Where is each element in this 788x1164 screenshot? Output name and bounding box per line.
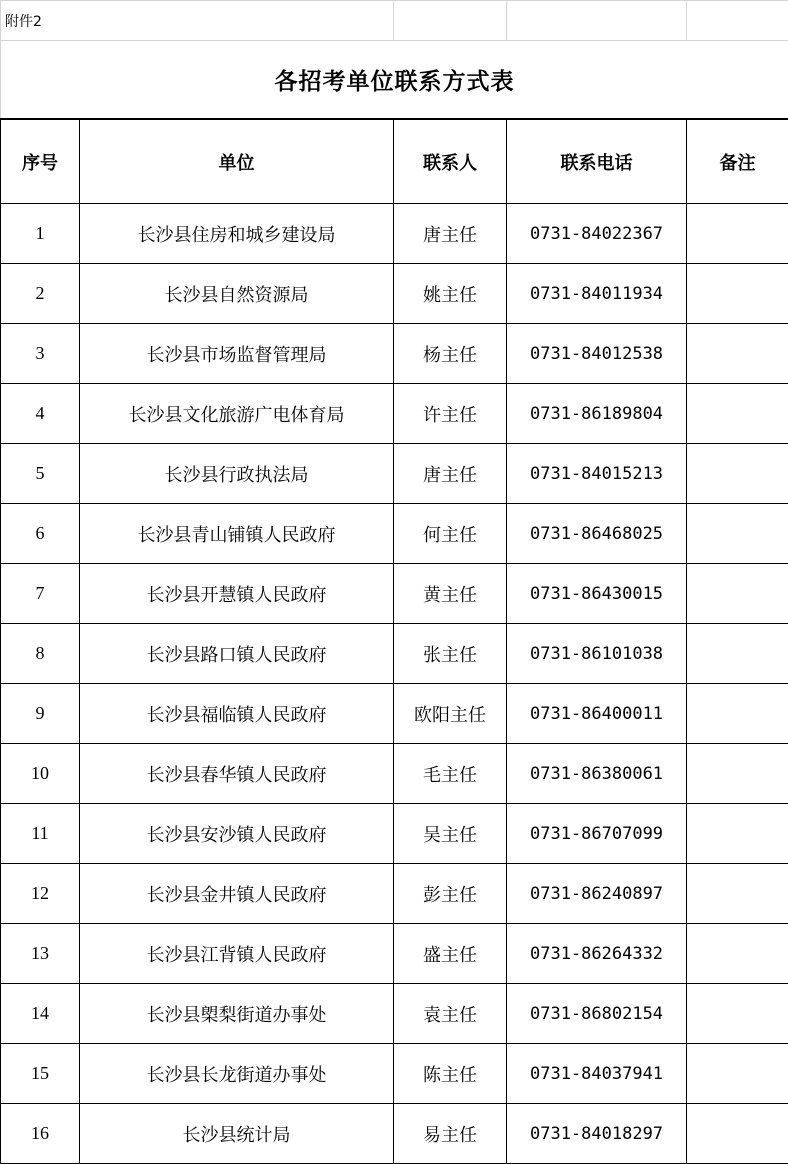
table-row [1, 564, 788, 624]
cell-contact: 杨主任 [394, 324, 507, 384]
cell-contact: 黄主任 [394, 564, 507, 624]
cell-no: 8 [1, 624, 80, 684]
cell-remark [687, 924, 788, 984]
title-row [1, 41, 788, 120]
cell-remark [687, 624, 788, 684]
header-phone: 联系电话 [507, 119, 687, 204]
cell-no: 5 [1, 444, 80, 504]
cell-no: 16 [1, 1104, 80, 1164]
cell-unit: 长沙县住房和城乡建设局 [80, 204, 394, 264]
cell-remark [687, 444, 788, 504]
cell-no: 12 [1, 864, 80, 924]
table-row [1, 1104, 788, 1164]
cell-remark [687, 504, 788, 564]
cell-remark [687, 204, 788, 264]
cell-phone: 0731-84015213 [507, 444, 687, 504]
cell-remark [687, 684, 788, 744]
cell-unit: 长沙县福临镇人民政府 [80, 684, 394, 744]
table-row [1, 324, 788, 384]
table-row [1, 804, 788, 864]
table-row [1, 864, 788, 924]
cell-unit: 长沙县自然资源局 [80, 264, 394, 324]
cell-unit: 长沙县行政执法局 [80, 444, 394, 504]
cell-unit: 长沙县开慧镇人民政府 [80, 564, 394, 624]
cell-unit: 长沙县路口镇人民政府 [80, 624, 394, 684]
cell-contact: 唐主任 [394, 444, 507, 504]
cell-unit: 长沙县文化旅游广电体育局 [80, 384, 394, 444]
cell-remark [687, 984, 788, 1044]
cell-no: 1 [1, 204, 80, 264]
cell-no: 4 [1, 384, 80, 444]
cell-unit: 长沙县春华镇人民政府 [80, 744, 394, 804]
cell-phone: 0731-86430015 [507, 564, 687, 624]
cell-no: 11 [1, 804, 80, 864]
cell-phone: 0731-86400011 [507, 684, 687, 744]
cell-phone: 0731-84012538 [507, 324, 687, 384]
header-unit: 单位 [80, 119, 394, 204]
table-title: 各招考单位联系方式表 [1, 41, 788, 120]
cell-unit: 长沙县安沙镇人民政府 [80, 804, 394, 864]
cell-phone: 0731-86468025 [507, 504, 687, 564]
cell-contact: 毛主任 [394, 744, 507, 804]
cell-contact: 陈主任 [394, 1044, 507, 1104]
cell-unit: 长沙县市场监督管理局 [80, 324, 394, 384]
cell-remark [687, 1104, 788, 1164]
cell-unit: 长沙县青山铺镇人民政府 [80, 504, 394, 564]
cell-no: 2 [1, 264, 80, 324]
header-contact: 联系人 [394, 119, 507, 204]
empty-cell [507, 1, 687, 41]
cell-remark [687, 264, 788, 324]
cell-contact: 张主任 [394, 624, 507, 684]
cell-phone: 0731-84011934 [507, 264, 687, 324]
cell-contact: 许主任 [394, 384, 507, 444]
cell-remark [687, 804, 788, 864]
header-no: 序号 [1, 119, 80, 204]
empty-cell [687, 1, 788, 41]
cell-remark [687, 324, 788, 384]
cell-phone: 0731-86264332 [507, 924, 687, 984]
cell-unit: 长沙县㮾梨街道办事处 [80, 984, 394, 1044]
cell-phone: 0731-86189804 [507, 384, 687, 444]
cell-contact: 何主任 [394, 504, 507, 564]
cell-phone: 0731-86707099 [507, 804, 687, 864]
cell-unit: 长沙县长龙街道办事处 [80, 1044, 394, 1104]
cell-unit: 长沙县江背镇人民政府 [80, 924, 394, 984]
attachment-label: 附件2 [1, 1, 394, 41]
cell-remark [687, 564, 788, 624]
cell-phone: 0731-86101038 [507, 624, 687, 684]
table-row [1, 984, 788, 1044]
table-row [1, 924, 788, 984]
table-row [1, 504, 788, 564]
cell-contact: 易主任 [394, 1104, 507, 1164]
empty-cell [394, 1, 507, 41]
table-row [1, 624, 788, 684]
cell-remark [687, 744, 788, 804]
table-row [1, 264, 788, 324]
header-remark: 备注 [687, 119, 788, 204]
cell-remark [687, 384, 788, 444]
header-row [1, 119, 788, 204]
cell-no: 7 [1, 564, 80, 624]
cell-no: 9 [1, 684, 80, 744]
cell-phone: 0731-86240897 [507, 864, 687, 924]
table-row [1, 444, 788, 504]
cell-phone: 0731-86802154 [507, 984, 687, 1044]
cell-contact: 袁主任 [394, 984, 507, 1044]
cell-no: 15 [1, 1044, 80, 1104]
cell-remark [687, 1044, 788, 1104]
cell-contact: 唐主任 [394, 204, 507, 264]
table-row [1, 384, 788, 444]
cell-phone: 0731-84022367 [507, 204, 687, 264]
cell-contact: 彭主任 [394, 864, 507, 924]
cell-phone: 0731-84018297 [507, 1104, 687, 1164]
attachment-row [1, 1, 788, 41]
cell-contact: 欧阳主任 [394, 684, 507, 744]
table-row [1, 744, 788, 804]
table-row [1, 684, 788, 744]
cell-no: 13 [1, 924, 80, 984]
cell-no: 6 [1, 504, 80, 564]
cell-phone: 0731-86380061 [507, 744, 687, 804]
cell-contact: 姚主任 [394, 264, 507, 324]
cell-unit: 长沙县统计局 [80, 1104, 394, 1164]
cell-no: 10 [1, 744, 80, 804]
cell-remark [687, 864, 788, 924]
cell-contact: 盛主任 [394, 924, 507, 984]
cell-phone: 0731-84037941 [507, 1044, 687, 1104]
cell-contact: 吴主任 [394, 804, 507, 864]
cell-no: 14 [1, 984, 80, 1044]
table-row [1, 1044, 788, 1104]
cell-no: 3 [1, 324, 80, 384]
table-row [1, 204, 788, 264]
cell-unit: 长沙县金井镇人民政府 [80, 864, 394, 924]
